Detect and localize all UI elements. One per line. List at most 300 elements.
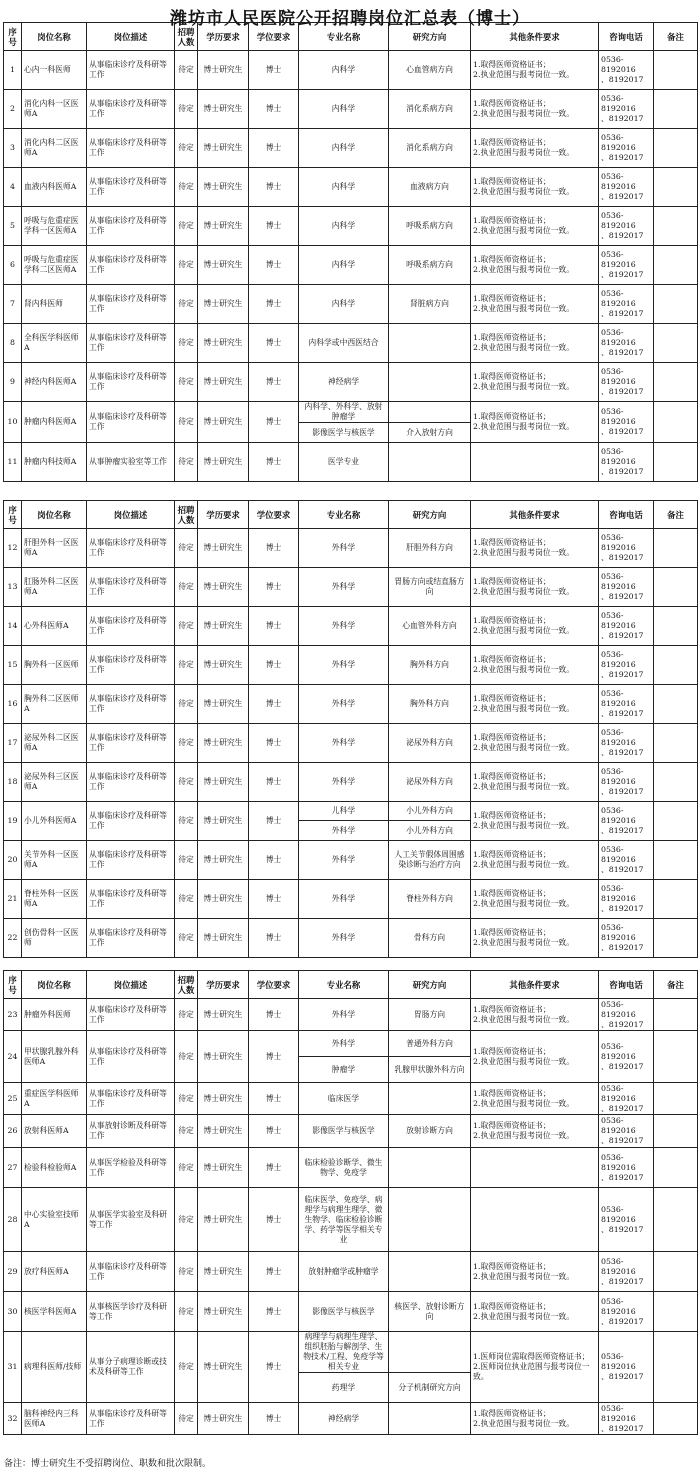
headcount: 待定 xyxy=(175,207,198,246)
headcount: 待定 xyxy=(175,285,198,324)
degree-requirement: 博士 xyxy=(249,1292,299,1332)
condition-line: 2.执业范围与报考岗位一致。 xyxy=(473,1014,575,1024)
table-row xyxy=(4,841,698,880)
remark xyxy=(654,168,698,207)
contact-phone xyxy=(599,568,654,607)
major-name: 外科学 xyxy=(299,529,389,568)
row-number: 20 xyxy=(4,841,22,880)
contact-phone xyxy=(599,607,654,646)
other-conditions xyxy=(471,607,599,646)
headcount: 待定 xyxy=(175,1332,198,1403)
education-requirement: 博士研究生 xyxy=(198,129,249,168)
row-number: 14 xyxy=(4,607,22,646)
research-direction: 骨科方向 xyxy=(389,919,471,958)
position-description: 从事临床诊疗及科研等工作 xyxy=(87,685,175,724)
remark xyxy=(654,443,698,482)
headcount: 待定 xyxy=(175,1031,198,1083)
condition-line: 1.取得医师资格证书； xyxy=(473,850,551,859)
table-row xyxy=(4,324,698,363)
research-direction xyxy=(389,1083,471,1115)
other-conditions xyxy=(471,207,599,246)
position-name: 脊柱外科一区医师A xyxy=(22,880,87,919)
column-header: 招聘人数 xyxy=(175,971,198,999)
table-row xyxy=(4,90,698,129)
education-requirement: 博士研究生 xyxy=(198,999,249,1031)
remark xyxy=(654,568,698,607)
major-name: 外科学 xyxy=(299,607,389,646)
other-conditions xyxy=(471,919,599,958)
major-name: 影像医学与核医学 xyxy=(299,423,389,443)
headcount: 待定 xyxy=(175,1252,198,1292)
major-name: 临床医学、免疫学、病理学与病理生理学、微生物学、临床检验诊断学、药学等医学相关专业 xyxy=(299,1188,389,1252)
position-description: 从事临床诊疗及科研等工作 xyxy=(87,880,175,919)
major-name: 外科学 xyxy=(299,821,389,841)
remark xyxy=(654,1252,698,1292)
column-header: 序号 xyxy=(4,971,22,999)
education-requirement: 博士研究生 xyxy=(198,724,249,763)
table-row xyxy=(4,1252,698,1292)
condition-line: 1.取得医师资格证书； xyxy=(473,60,551,69)
table-row xyxy=(4,168,698,207)
contact-phone xyxy=(599,443,654,482)
research-direction: 胃肠方向 xyxy=(389,999,471,1031)
column-header: 招聘人数 xyxy=(175,501,198,529)
phone-line: 0536-8192016 xyxy=(601,572,636,591)
position-description: 从事临床诊疗及科研等工作 xyxy=(87,129,175,168)
phone-line: 0536-8192016 xyxy=(601,806,636,825)
condition-line: 1.取得医师资格证书； xyxy=(473,1301,551,1311)
major-name: 外科学 xyxy=(299,685,389,724)
table-header-row xyxy=(4,23,698,51)
row-number: 25 xyxy=(4,1083,22,1115)
major-name: 临床检验诊断学、微生物学、免疫学 xyxy=(299,1148,389,1188)
column-header: 序号 xyxy=(4,501,22,529)
position-name: 放射科医师A xyxy=(22,1115,87,1148)
phone-line: 、8192017 xyxy=(601,153,644,162)
position-description: 从事临床诊疗及科研等工作 xyxy=(87,207,175,246)
degree-requirement: 博士 xyxy=(249,880,299,919)
research-direction xyxy=(389,1148,471,1188)
degree-requirement: 博士 xyxy=(249,90,299,129)
headcount: 待定 xyxy=(175,568,198,607)
education-requirement: 博士研究生 xyxy=(198,51,249,90)
remark xyxy=(654,1083,698,1115)
condition-line: 2.执业范围与报考岗位一致。 xyxy=(473,265,575,274)
column-header: 咨询电话 xyxy=(599,23,654,51)
remark xyxy=(654,207,698,246)
condition-line: 2.执业范围与报考岗位一致。 xyxy=(473,1056,575,1066)
phone-line: 0536-8192016 xyxy=(601,1041,636,1061)
other-conditions xyxy=(471,685,599,724)
other-conditions xyxy=(471,841,599,880)
headcount: 待定 xyxy=(175,363,198,402)
table-row xyxy=(4,207,698,246)
contact-phone xyxy=(599,363,654,402)
remark xyxy=(654,246,698,285)
headcount: 待定 xyxy=(175,51,198,90)
phone-line: 0536-8192016 xyxy=(601,1296,636,1316)
row-number: 19 xyxy=(4,802,22,841)
position-description: 从事临床诊疗及科研等工作 xyxy=(87,246,175,285)
phone-line: 、8192017 xyxy=(601,387,644,396)
condition-line: 1.取得医师资格证书； xyxy=(473,1121,551,1130)
other-conditions xyxy=(471,324,599,363)
headcount: 待定 xyxy=(175,1188,198,1252)
column-header: 备注 xyxy=(654,23,698,51)
phone-line: 、8192017 xyxy=(601,1172,644,1182)
column-header: 研究方向 xyxy=(389,23,471,51)
column-header: 招聘人数 xyxy=(175,23,198,51)
table-row xyxy=(4,919,698,958)
phone-line: 0536-8192016 xyxy=(601,289,636,308)
position-description: 从事临床诊疗及科研等工作 xyxy=(87,1403,175,1435)
remark xyxy=(654,129,698,168)
phone-line: 、8192017 xyxy=(601,231,644,240)
degree-requirement: 博士 xyxy=(249,999,299,1031)
education-requirement: 博士研究生 xyxy=(198,1148,249,1188)
phone-line: 、8192017 xyxy=(601,270,644,279)
research-direction: 核医学、放射诊断方向 xyxy=(389,1292,471,1332)
contact-phone xyxy=(599,1292,654,1332)
other-conditions xyxy=(471,129,599,168)
degree-requirement: 博士 xyxy=(249,207,299,246)
education-requirement: 博士研究生 xyxy=(198,207,249,246)
degree-requirement: 博士 xyxy=(249,1188,299,1252)
remark xyxy=(654,90,698,129)
research-direction: 脊柱外科方向 xyxy=(389,880,471,919)
major-name: 外科学 xyxy=(299,1031,389,1057)
phone-line: 、8192017 xyxy=(601,904,644,913)
position-description: 从事临床诊疗及科研等工作 xyxy=(87,529,175,568)
other-conditions xyxy=(471,646,599,685)
column-header: 学位要求 xyxy=(249,501,299,529)
position-name: 泌尿外科二区医师A xyxy=(22,724,87,763)
position-name: 全科医学科医师A xyxy=(22,324,87,363)
headcount: 待定 xyxy=(175,1115,198,1148)
education-requirement: 博士研究生 xyxy=(198,90,249,129)
column-header: 备注 xyxy=(654,971,698,999)
position-description: 从事放射诊断及科研等工作 xyxy=(87,1115,175,1148)
degree-requirement: 博士 xyxy=(249,1252,299,1292)
table-row xyxy=(4,443,698,482)
major-name: 外科学 xyxy=(299,568,389,607)
major-name: 外科学 xyxy=(299,999,389,1031)
position-name: 肿瘤内科医师A xyxy=(22,402,87,443)
recruit-table xyxy=(3,22,698,482)
research-direction: 放射诊断方向 xyxy=(389,1115,471,1148)
phone-line: 、8192017 xyxy=(601,670,644,679)
research-direction: 分子机制研究方向 xyxy=(389,1373,471,1403)
position-description: 从事临床诊疗及科研等工作 xyxy=(87,646,175,685)
position-name: 呼吸与危重症医学科二区医师A xyxy=(22,246,87,285)
major-name: 影像医学与核医学 xyxy=(299,1292,389,1332)
other-conditions xyxy=(471,1115,599,1148)
degree-requirement: 博士 xyxy=(249,168,299,207)
condition-line: 2.执业范围与报考岗位一致。 xyxy=(473,70,575,79)
remark xyxy=(654,1148,698,1188)
other-conditions xyxy=(471,1148,599,1188)
education-requirement: 博士研究生 xyxy=(198,285,249,324)
degree-requirement: 博士 xyxy=(249,129,299,168)
phone-line: 、8192017 xyxy=(601,1276,644,1286)
row-number: 30 xyxy=(4,1292,22,1332)
position-name: 病理科医师/技师 xyxy=(22,1332,87,1403)
condition-line: 2.执业范围与报考岗位一致。 xyxy=(473,1098,575,1108)
condition-line: 2.执业范围与报考岗位一致。 xyxy=(473,665,575,674)
recruit-table xyxy=(3,500,698,958)
major-name: 外科学 xyxy=(299,919,389,958)
education-requirement: 博士研究生 xyxy=(198,1083,249,1115)
condition-line: 2.执业范围与报考岗位一致。 xyxy=(473,704,575,713)
major-name: 药理学 xyxy=(299,1373,389,1403)
condition-line: 1.取得医师资格证书； xyxy=(473,1046,551,1056)
degree-requirement: 博士 xyxy=(249,685,299,724)
other-conditions xyxy=(471,802,599,841)
phone-line: 0536-8192016 xyxy=(601,650,636,669)
major-name: 神经病学 xyxy=(299,363,389,402)
contact-phone xyxy=(599,285,654,324)
contact-phone xyxy=(599,1188,654,1252)
table-row xyxy=(4,1083,698,1115)
headcount: 待定 xyxy=(175,1083,198,1115)
headcount: 待定 xyxy=(175,919,198,958)
remark xyxy=(654,51,698,90)
condition-line: 2.执业范围与报考岗位一致。 xyxy=(473,899,575,908)
phone-line: 0536-8192016 xyxy=(601,328,636,347)
table-header-row xyxy=(4,501,698,529)
position-name: 肝胆外科一区医师A xyxy=(22,529,87,568)
position-description: 从事临床诊疗及科研等工作 xyxy=(87,168,175,207)
major-name: 内科学、外科学、放射肿瘤学 xyxy=(299,402,389,423)
condition-line: 1.取得医师资格证书； xyxy=(473,412,551,421)
contact-phone xyxy=(599,841,654,880)
condition-line: 1.取得医师资格证书； xyxy=(473,694,551,703)
table-row xyxy=(4,1148,698,1188)
column-header: 岗位描述 xyxy=(87,23,175,51)
contact-phone xyxy=(599,763,654,802)
degree-requirement: 博士 xyxy=(249,841,299,880)
education-requirement: 博士研究生 xyxy=(198,646,249,685)
row-number: 17 xyxy=(4,724,22,763)
remark xyxy=(654,919,698,958)
degree-requirement: 博士 xyxy=(249,402,299,443)
condition-line: 2.执业范围与报考岗位一致。 xyxy=(473,743,575,752)
phone-line: 、8192017 xyxy=(601,631,644,640)
condition-line: 1.取得医师资格证书； xyxy=(473,333,551,342)
headcount: 待定 xyxy=(175,763,198,802)
phone-line: 0536-8192016 xyxy=(601,767,636,786)
page-title: 潍坊市人民医院公开招聘岗位汇总表（博士） xyxy=(170,9,530,29)
position-description: 从事医学检验及科研等工作 xyxy=(87,1148,175,1188)
research-direction xyxy=(389,324,471,363)
remark xyxy=(654,607,698,646)
remark xyxy=(654,402,698,443)
research-direction: 消化系病方向 xyxy=(389,129,471,168)
research-direction: 泌尿外科方向 xyxy=(389,763,471,802)
position-description: 从事临床诊疗及科研等工作 xyxy=(87,919,175,958)
phone-line: 、8192017 xyxy=(601,309,644,318)
research-direction: 普通外科方向 xyxy=(389,1031,471,1057)
headcount: 待定 xyxy=(175,443,198,482)
phone-line: 0536-8192016 xyxy=(601,55,636,74)
condition-line: 2.执业范围与报考岗位一致。 xyxy=(473,821,575,830)
research-direction: 胃肠方向或结直肠方向 xyxy=(389,568,471,607)
row-number: 3 xyxy=(4,129,22,168)
degree-requirement: 博士 xyxy=(249,607,299,646)
condition-line: 2.执业范围与报考岗位一致。 xyxy=(473,422,575,431)
research-direction xyxy=(389,363,471,402)
education-requirement: 博士研究生 xyxy=(198,1188,249,1252)
condition-line: 2.执业范围与报考岗位一致。 xyxy=(473,109,575,118)
row-number: 9 xyxy=(4,363,22,402)
phone-line: 、8192017 xyxy=(601,348,644,357)
position-description: 从事临床诊疗及科研等工作 xyxy=(87,324,175,363)
contact-phone xyxy=(599,51,654,90)
table-row xyxy=(4,402,698,423)
condition-line: 1.取得医师资格证书； xyxy=(473,177,551,186)
education-requirement: 博士研究生 xyxy=(198,324,249,363)
phone-line: 、8192017 xyxy=(601,192,644,201)
other-conditions xyxy=(471,168,599,207)
table-row xyxy=(4,1115,698,1148)
research-direction: 小儿外科方向 xyxy=(389,802,471,821)
contact-phone xyxy=(599,246,654,285)
headcount: 待定 xyxy=(175,402,198,443)
major-name: 影像医学与核医学 xyxy=(299,1115,389,1148)
condition-line: 1.取得医师资格证书； xyxy=(473,655,551,664)
condition-line: 1.取得医师资格证书； xyxy=(473,928,551,937)
row-number: 27 xyxy=(4,1148,22,1188)
position-name: 核医学科医师A xyxy=(22,1292,87,1332)
education-requirement: 博士研究生 xyxy=(198,1403,249,1435)
headcount: 待定 xyxy=(175,129,198,168)
condition-line: 1.取得医师资格证书； xyxy=(473,294,551,303)
headcount: 待定 xyxy=(175,246,198,285)
degree-requirement: 博士 xyxy=(249,324,299,363)
condition-line: 1.取得医师资格证书； xyxy=(473,372,551,381)
major-name: 内科学或中西医结合 xyxy=(299,324,389,363)
position-name: 心内一科医师 xyxy=(22,51,87,90)
degree-requirement: 博士 xyxy=(249,443,299,482)
phone-line: 0536-8192016 xyxy=(601,407,636,426)
table-row xyxy=(4,1403,698,1435)
research-direction xyxy=(389,402,471,423)
position-name: 血液内科医师A xyxy=(22,168,87,207)
footer-note: 备注：博士研究生不受招聘岗位、职数和批次限制。 xyxy=(4,1459,212,1469)
column-header: 学历要求 xyxy=(198,971,249,999)
research-direction: 呼吸系病方向 xyxy=(389,207,471,246)
degree-requirement: 博士 xyxy=(249,1403,299,1435)
row-number: 28 xyxy=(4,1188,22,1252)
headcount: 待定 xyxy=(175,607,198,646)
research-direction: 介入放射方向 xyxy=(389,423,471,443)
other-conditions xyxy=(471,402,599,443)
education-requirement: 博士研究生 xyxy=(198,763,249,802)
column-header: 岗位描述 xyxy=(87,501,175,529)
column-header: 学历要求 xyxy=(198,23,249,51)
position-name: 重症医学科医师A xyxy=(22,1083,87,1115)
phone-line: 0536-8192016 xyxy=(601,94,636,113)
other-conditions xyxy=(471,529,599,568)
other-conditions xyxy=(471,51,599,90)
row-number: 31 xyxy=(4,1332,22,1403)
major-name: 外科学 xyxy=(299,724,389,763)
position-description: 从事临床诊疗及科研等工作 xyxy=(87,51,175,90)
position-name: 肿瘤外科医师 xyxy=(22,999,87,1031)
column-header: 专业名称 xyxy=(299,501,389,529)
position-name: 创伤骨科一区医师 xyxy=(22,919,87,958)
column-header: 专业名称 xyxy=(299,971,389,999)
condition-line: 1.取得医师资格证书； xyxy=(473,216,551,225)
degree-requirement: 博士 xyxy=(249,285,299,324)
degree-requirement: 博士 xyxy=(249,1083,299,1115)
condition-line: 1.取得医师资格证书； xyxy=(473,1004,551,1014)
other-conditions xyxy=(471,999,599,1031)
phone-line: 、8192017 xyxy=(601,1423,644,1433)
table-row xyxy=(4,1332,698,1373)
position-name: 脑科神经内三科医师A xyxy=(22,1403,87,1435)
table-row xyxy=(4,51,698,90)
column-header: 专业名称 xyxy=(299,23,389,51)
phone-line: 0536-8192016 xyxy=(601,211,636,230)
column-header: 岗位名称 xyxy=(22,23,87,51)
degree-requirement: 博士 xyxy=(249,1332,299,1403)
position-name: 肿瘤内科技师A xyxy=(22,443,87,482)
phone-line: 0536-8192016 xyxy=(601,250,636,269)
research-direction: 小儿外科方向 xyxy=(389,821,471,841)
degree-requirement: 博士 xyxy=(249,919,299,958)
column-header: 咨询电话 xyxy=(599,501,654,529)
research-direction: 泌尿外科方向 xyxy=(389,724,471,763)
phone-line: 0536-8192016 xyxy=(601,1204,636,1224)
research-direction xyxy=(389,1252,471,1292)
phone-line: 、8192017 xyxy=(601,1224,644,1234)
phone-line: 0536-8192016 xyxy=(601,1256,636,1276)
column-header: 研究方向 xyxy=(389,971,471,999)
research-direction: 肝胆外科方向 xyxy=(389,529,471,568)
table-row xyxy=(4,246,698,285)
contact-phone xyxy=(599,685,654,724)
contact-phone xyxy=(599,90,654,129)
other-conditions xyxy=(471,1083,599,1115)
research-direction: 心血管病方向 xyxy=(389,51,471,90)
headcount: 待定 xyxy=(175,529,198,568)
contact-phone xyxy=(599,324,654,363)
phone-line: 0536-8192016 xyxy=(601,923,636,942)
remark xyxy=(654,802,698,841)
education-requirement: 博士研究生 xyxy=(198,1332,249,1403)
condition-line: 2.执业范围与报考岗位一致。 xyxy=(473,626,575,635)
phone-line: 0536-8192016 xyxy=(601,1403,636,1423)
contact-phone xyxy=(599,999,654,1031)
major-name: 肿瘤学 xyxy=(299,1057,389,1083)
table-row xyxy=(4,363,698,402)
column-header: 其他条件要求 xyxy=(471,971,599,999)
remark xyxy=(654,999,698,1031)
phone-line: 0536-8192016 xyxy=(601,133,636,152)
major-name: 内科学 xyxy=(299,168,389,207)
remark xyxy=(654,763,698,802)
column-header: 咨询电话 xyxy=(599,971,654,999)
table-row xyxy=(4,880,698,919)
degree-requirement: 博士 xyxy=(249,51,299,90)
row-number: 32 xyxy=(4,1403,22,1435)
major-name: 内科学 xyxy=(299,207,389,246)
headcount: 待定 xyxy=(175,90,198,129)
education-requirement: 博士研究生 xyxy=(198,1115,249,1148)
column-header: 其他条件要求 xyxy=(471,501,599,529)
phone-line: 、8192017 xyxy=(601,748,644,757)
